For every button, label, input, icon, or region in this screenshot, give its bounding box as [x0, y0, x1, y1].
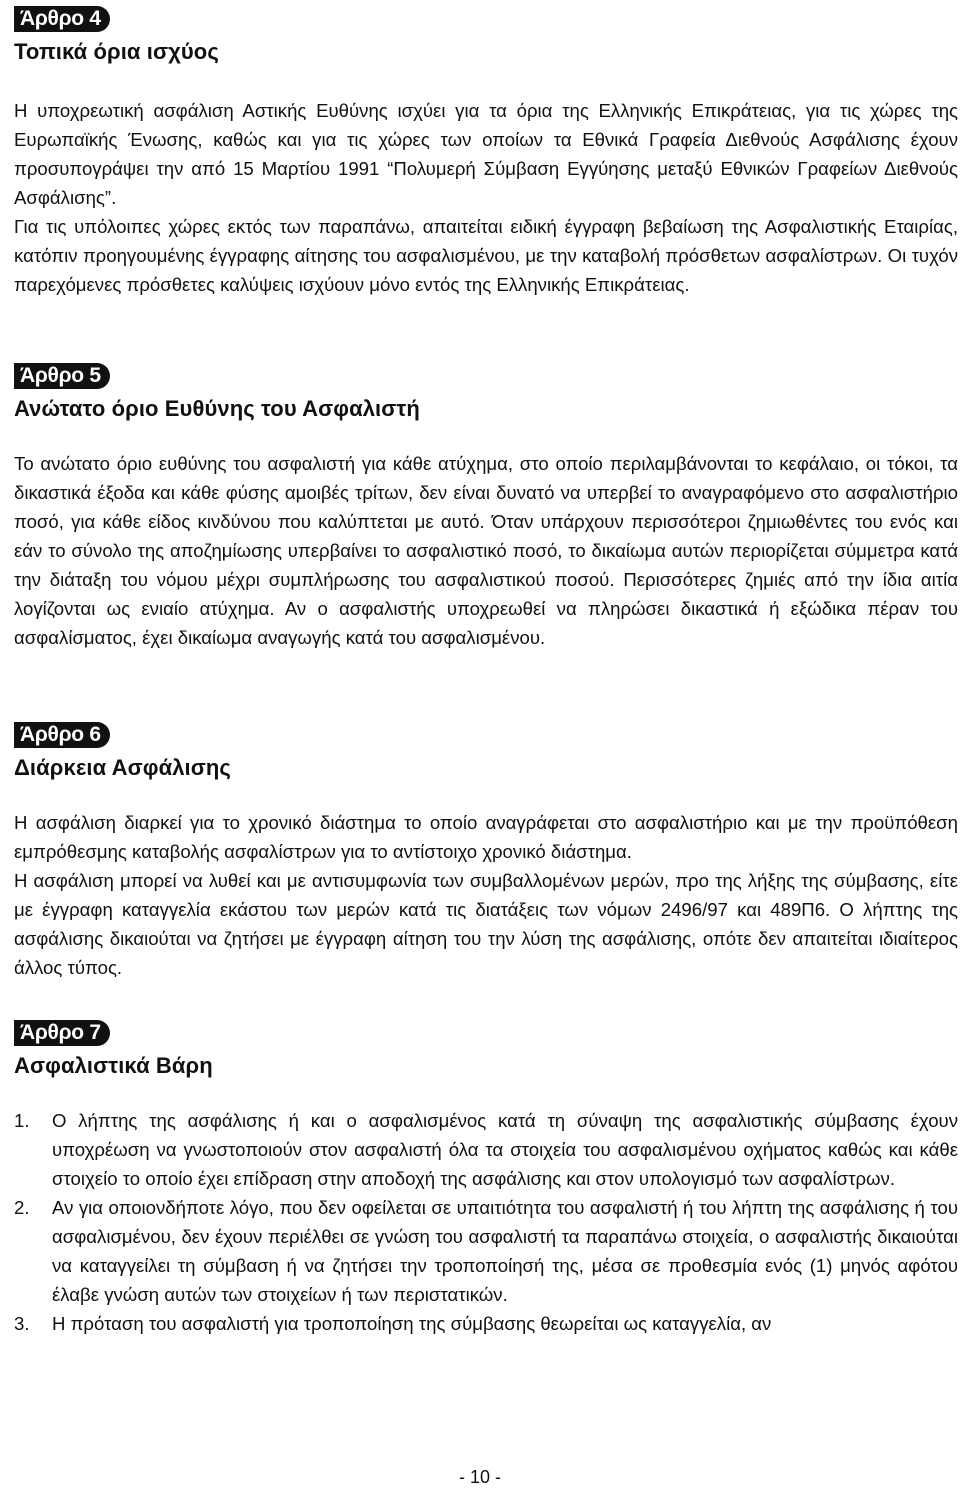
article-paragraph: Η ασφάλιση μπορεί να λυθεί και με αντισυμφωνία των συμβαλλομένων μερών, προ της λήξης της σύμβασης, είτε με έγγραφη καταγγελία εκάστου των μερών κατά τις διατάξεις των νόμων 2496/97 και 489Π6. Ο λήπτης της ασφάλισης δικαιούται να ζητήσει με έγγραφη αίτηση του την λύση της ασφάλισης, οπότε δεν απαιτείται ιδιαίτερος άλλος τύπος.	[14, 870, 958, 978]
article-paragraph: Το ανώτατο όριο ευθύνης του ασφαλιστή για κάθε ατύχημα, στο οποίο περιλαμβάνονται το κεφάλαιο, οι τόκοι, τα δικαστικά έξοδα και κάθε φύσης αμοιβές τρίτων, δεν είναι δυνατό να υπερβεί το αναγραφόμενο στο ασφαλιστήριο ποσό, για κάθε είδος κινδύνου που καλύπτεται με αυτό. Όταν υπάρχουν περισσότεροι ζημιωθέντες του ενός και εάν το σύνολο της αποζημίωσης υπερβαίνει το ασφαλιστικό ποσό, το δικαίωμα αυτών περιορίζεται σύμμετρα κατά την διάταξη του νόμου μέχρι συμπλήρωσης του ασφαλιστικού ποσού. Περισσότερες ζημιές από την ίδια αιτία λογίζονται ως ενιαίο ατύχημα. Αν ο ασφαλιστής υποχρεωθεί να πληρώσει δικαστικά ή εξώδικα πέραν του ασφαλίσματος, έχει δικαίωμα αναγωγής κατά του ασφαλισμένου.	[14, 453, 958, 648]
obligations-list	[14, 1106, 958, 1338]
list-item	[14, 1309, 958, 1338]
page-number: - 10 -	[458, 1467, 501, 1487]
list-item-text: Η πρόταση του ασφαλιστή για τροποποίηση της σύμβασης θεωρείται ως καταγγελία, αν	[52, 1313, 772, 1334]
article-title: Διάρκεια Ασφάλισης	[14, 755, 231, 780]
list-item-text: Αν για οποιονδήποτε λόγο, που δεν οφείλεται σε υπαιτιότητα του ασφαλιστή ή του λήπτη της ασφάλισης ή του ασφαλισμένου, δεν έχουν περιέλθει σε γνώση του ασφαλιστή τα παραπάνω στοιχεία, ο ασφαλιστής δικαιούται να καταγγείλει τη σύμβαση ή να ζητήσει την τροποποίησή της, μέσα σε προθεσμία ενός (1) μηνός αφότου έλαβε γνώση αυτών των στοιχείων ή των περιστατικών.	[52, 1197, 958, 1305]
list-item-number: 1.	[14, 1110, 30, 1131]
article-badge: Άρθρο 7	[14, 1020, 110, 1046]
article-badge: Άρθρο 5	[14, 363, 110, 389]
article-title: Τοπικά όρια ισχύος	[14, 39, 219, 64]
list-item-number: 2.	[14, 1197, 30, 1218]
article-4	[14, 6, 958, 299]
list-item-number: 3.	[14, 1313, 30, 1334]
article-paragraph: Για τις υπόλοιπες χώρες εκτός των παραπάνω, απαιτείται ειδική έγγραφη βεβαίωση της Ασφαλιστικής Εταιρίας, κατόπιν προηγουμένης έγγραφης αίτησης του ασφαλισμένου, με την καταβολή πρόσθετων ασφαλίστρων. Οι τυχόν παρεχόμενες πρόσθετες καλύψεις ισχύουν μόνο εντός της Ελληνικής Επικράτειας.	[14, 216, 958, 295]
list-item	[14, 1193, 958, 1309]
article-badge: Άρθρο 6	[14, 722, 110, 748]
article-paragraph: Η υποχρεωτική ασφάλιση Αστικής Ευθύνης ισχύει για τα όρια της Ελληνικής Επικράτειας, για τις χώρες της Ευρωπαϊκής Ένωσης, καθώς και για τις χώρες των οποίων τα Εθνικά Γραφεία Διεθνούς Ασφάλισης έχουν προσυπογράψει την από 15 Μαρτίου 1991 “Πολυμερή Σύμβαση Εγγύησης μεταξύ Εθνικών Γραφείων Διεθνούς Ασφάλισης”.	[14, 100, 958, 208]
list-item-text: Ο λήπτης της ασφάλισης ή και ο ασφαλισμένος κατά τη σύναψη της ασφαλιστικής σύμβασης έχουν υποχρέωση να γνωστοποιούν στον ασφαλιστή όλα τα στοιχεία του ασφαλισμένου οχήματος καθώς και κάθε στοιχείο το οποίο έχει επίδραση στην αποδοχή της ασφάλισης και στον υπολογισμό των ασφαλίστρων.	[52, 1110, 958, 1189]
article-title: Ασφαλιστικά Βάρη	[14, 1053, 213, 1078]
article-paragraph: Η ασφάλιση διαρκεί για το χρονικό διάστημα το οποίο αναγράφεται στο ασφαλιστήριο και με την προϋπόθεση εμπρόθεσμης καταβολής ασφαλίστρων για το αντίστοιχο χρονικό διάστημα.	[14, 812, 958, 862]
article-badge: Άρθρο 4	[14, 6, 110, 32]
article-6	[14, 722, 958, 982]
list-item	[14, 1106, 958, 1193]
article-7	[14, 1020, 958, 1338]
article-5	[14, 363, 958, 652]
article-title: Ανώτατο όριο Ευθύνης του Ασφαλιστή	[14, 396, 420, 421]
